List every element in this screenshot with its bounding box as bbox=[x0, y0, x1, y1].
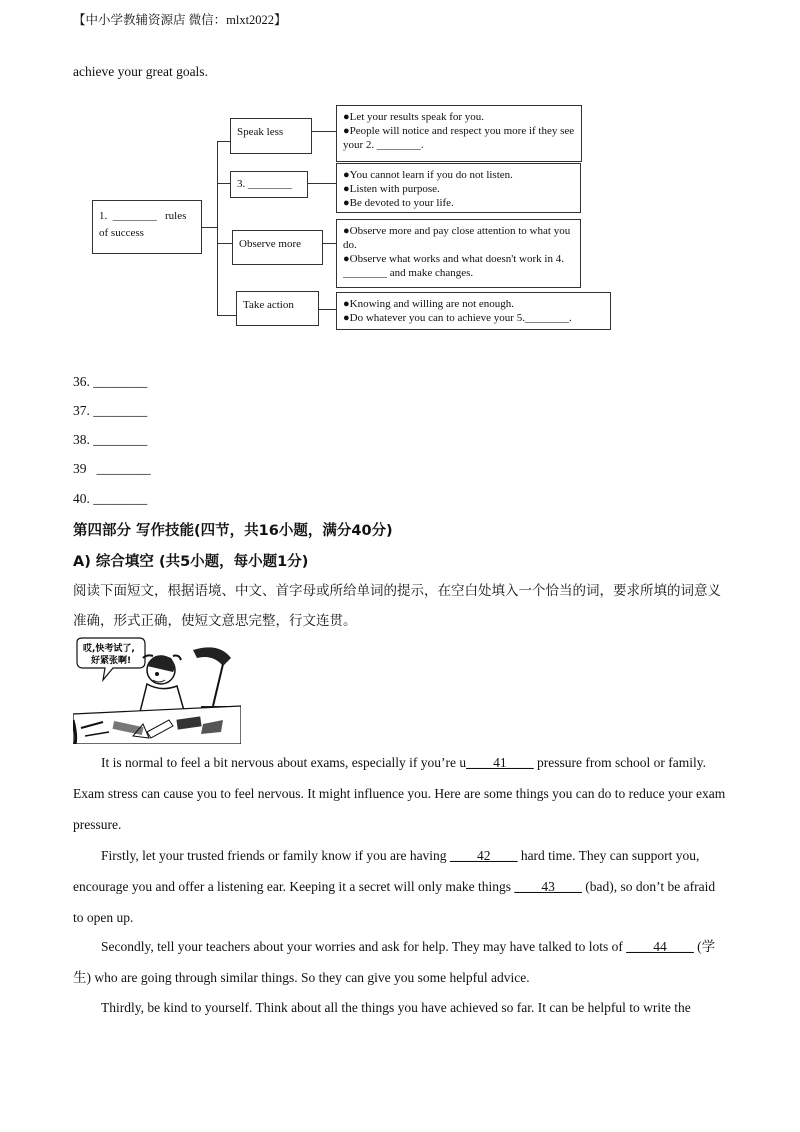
detail-box-4: ●Knowing and willing are not enough. ●Do whatever you can to achieve your 5.________. bbox=[336, 292, 611, 330]
detail-box-1: ●Let your results speak for you. ●People will notice and respect you more if they see your 2. ________. bbox=[336, 105, 582, 162]
answer-line-36: 36. ________ bbox=[73, 374, 148, 389]
blank-42[interactable]: ____42____ bbox=[449, 848, 518, 863]
detail-box-3: ●Observe more and pay close attention to what you do. ●Observe what works and what doesn't work in 4. ________ and make changes. bbox=[336, 219, 581, 288]
speech-text-2: 好紧张啊! bbox=[91, 656, 132, 666]
blank-43[interactable]: ____43____ bbox=[514, 879, 582, 894]
stressed-student-illustration bbox=[73, 636, 241, 744]
mindmap-root: 1. ________ rules of success bbox=[92, 200, 202, 254]
section-a-title: A) 综合填空 (共5小题，每小题1分) bbox=[73, 554, 309, 570]
answer-line-40: 40. ________ bbox=[73, 491, 148, 506]
passage-paragraph-3: Secondly, tell your teachers about your worries and ask for help. They may have talked to lots of ____44____ (学生) who are going through similar things. So they can give you some helpful advice. bbox=[73, 939, 716, 985]
passage-paragraph-1: It is normal to feel a bit nervous about exams, especially if you’re u____41____ pressure from school or family. Exam stress can cause you to feel nervous. It might influence you. Here are some things you can do to reduce your exam pressure. bbox=[73, 755, 726, 832]
intro-fragment: achieve your great goals. bbox=[73, 64, 208, 79]
answer-line-37: 37. ________ bbox=[73, 403, 148, 418]
part4-title: 第四部分 写作技能(四节，共16小题，满分40分) bbox=[73, 523, 393, 539]
answer-line-39: 39 ________ bbox=[73, 461, 151, 476]
page-header: 【中小学教辅资源店 微信：mlxt2022】 bbox=[73, 13, 287, 27]
branch-speak-less: Speak less bbox=[230, 118, 312, 154]
answer-line-38: 38. ________ bbox=[73, 432, 148, 447]
blank-41[interactable]: ____41____ bbox=[466, 755, 534, 770]
detail-box-2: ●You cannot learn if you do not listen. ●Listen with purpose. ●Be devoted to your life. bbox=[336, 163, 581, 213]
passage-paragraph-4: Thirdly, be kind to yourself. Think about all the things you have achieved so far. It can be helpful to write the bbox=[101, 1000, 691, 1015]
branch-observe-more: Observe more bbox=[232, 230, 323, 265]
branch-take-action: Take action bbox=[236, 291, 319, 326]
instructions: 阅读下面短文，根据语境、中文、首字母或所给单词的提示，在空白处填入一个恰当的词，要求所填的词意义准确，形式正确，使短文意思完整，行文连贯。 bbox=[73, 583, 721, 628]
passage-paragraph-2: Firstly, let your trusted friends or family know if you are having ____42____ hard time. They can support you, encourage you and offer a listening ear. Keeping it a secret will only make things ____43____ (bad), so don’t be afraid to open up. bbox=[73, 848, 716, 925]
blank-44[interactable]: ____44____ bbox=[626, 939, 694, 954]
branch-3: 3. ________ bbox=[230, 171, 308, 198]
speech-text-1: 哎,快考试了, bbox=[83, 644, 135, 654]
